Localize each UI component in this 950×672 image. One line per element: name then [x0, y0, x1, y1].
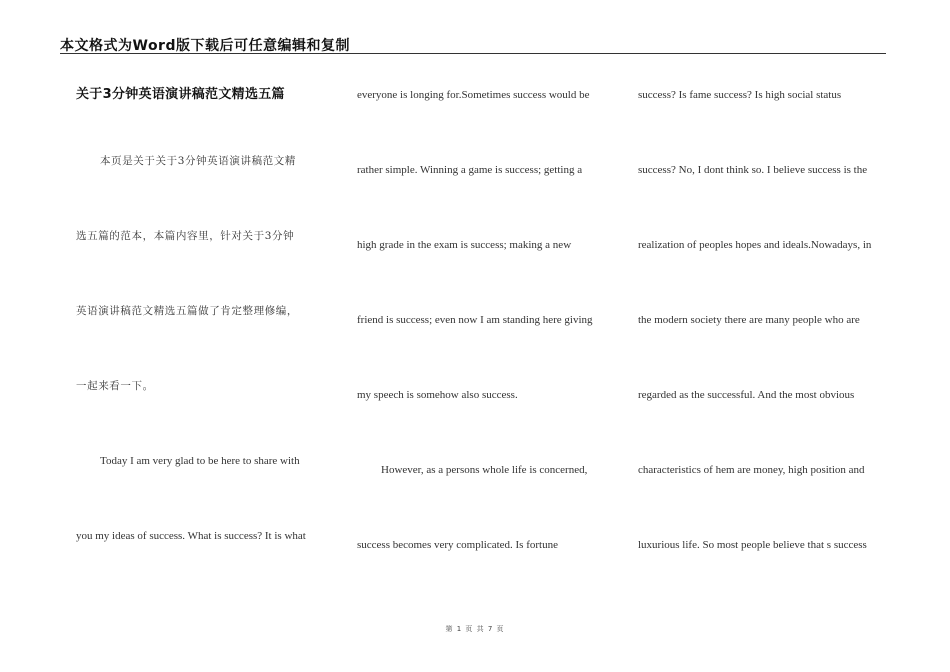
text-line: high grade in the exam is success; making a new	[357, 239, 572, 251]
text-line: success? Is fame success? Is high social status	[638, 89, 842, 101]
text-line: characteristics of hem are money, high position and	[638, 464, 865, 476]
text-line: 一起来看一下。	[76, 380, 154, 392]
text-line: Today I am very glad to be here to share with	[100, 455, 300, 467]
page-footer: 第 1 页 共 7 页	[445, 625, 505, 633]
text-line: friend is success; even now I am standing here giving	[357, 314, 593, 326]
text-line: 英语演讲稿范文精选五篇做了肯定整理修编，	[76, 305, 298, 317]
text-line: success? No, I dont think so. I believe success is the	[638, 164, 868, 176]
text-line: you my ideas of success. What is success? It is what	[76, 530, 306, 542]
text-line: However, as a persons whole life is concerned,	[381, 464, 588, 476]
text-line: luxurious life. So most people believe that s success	[638, 539, 867, 551]
column-2	[357, 88, 609, 613]
text-line: my speech is somehow also success.	[357, 389, 518, 401]
document-title: 关于3分钟英语演讲稿范文精选五篇	[76, 87, 285, 102]
text-line: 选五篇的范本，本篇内容里，针对关于3分钟	[76, 230, 295, 242]
text-line: the modern society there are many people who are	[638, 314, 860, 326]
text-line: success becomes very complicated. Is fortune	[357, 539, 558, 551]
text-line: everyone is longing for.Sometimes success would be	[357, 89, 590, 101]
page-header: 本文格式为Word版下载后可任意编辑和复制	[60, 38, 350, 54]
column-1	[76, 88, 328, 604]
text-line: regarded as the successful. And the most obvious	[638, 389, 855, 401]
text-line: realization of peoples hopes and ideals.Nowadays, in	[638, 239, 872, 251]
column-3	[638, 88, 890, 613]
text-line: 本页是关于关于3分钟英语演讲稿范文精	[100, 155, 296, 167]
header-rule	[60, 53, 886, 54]
text-line: rather simple. Winning a game is success; getting a	[357, 164, 583, 176]
